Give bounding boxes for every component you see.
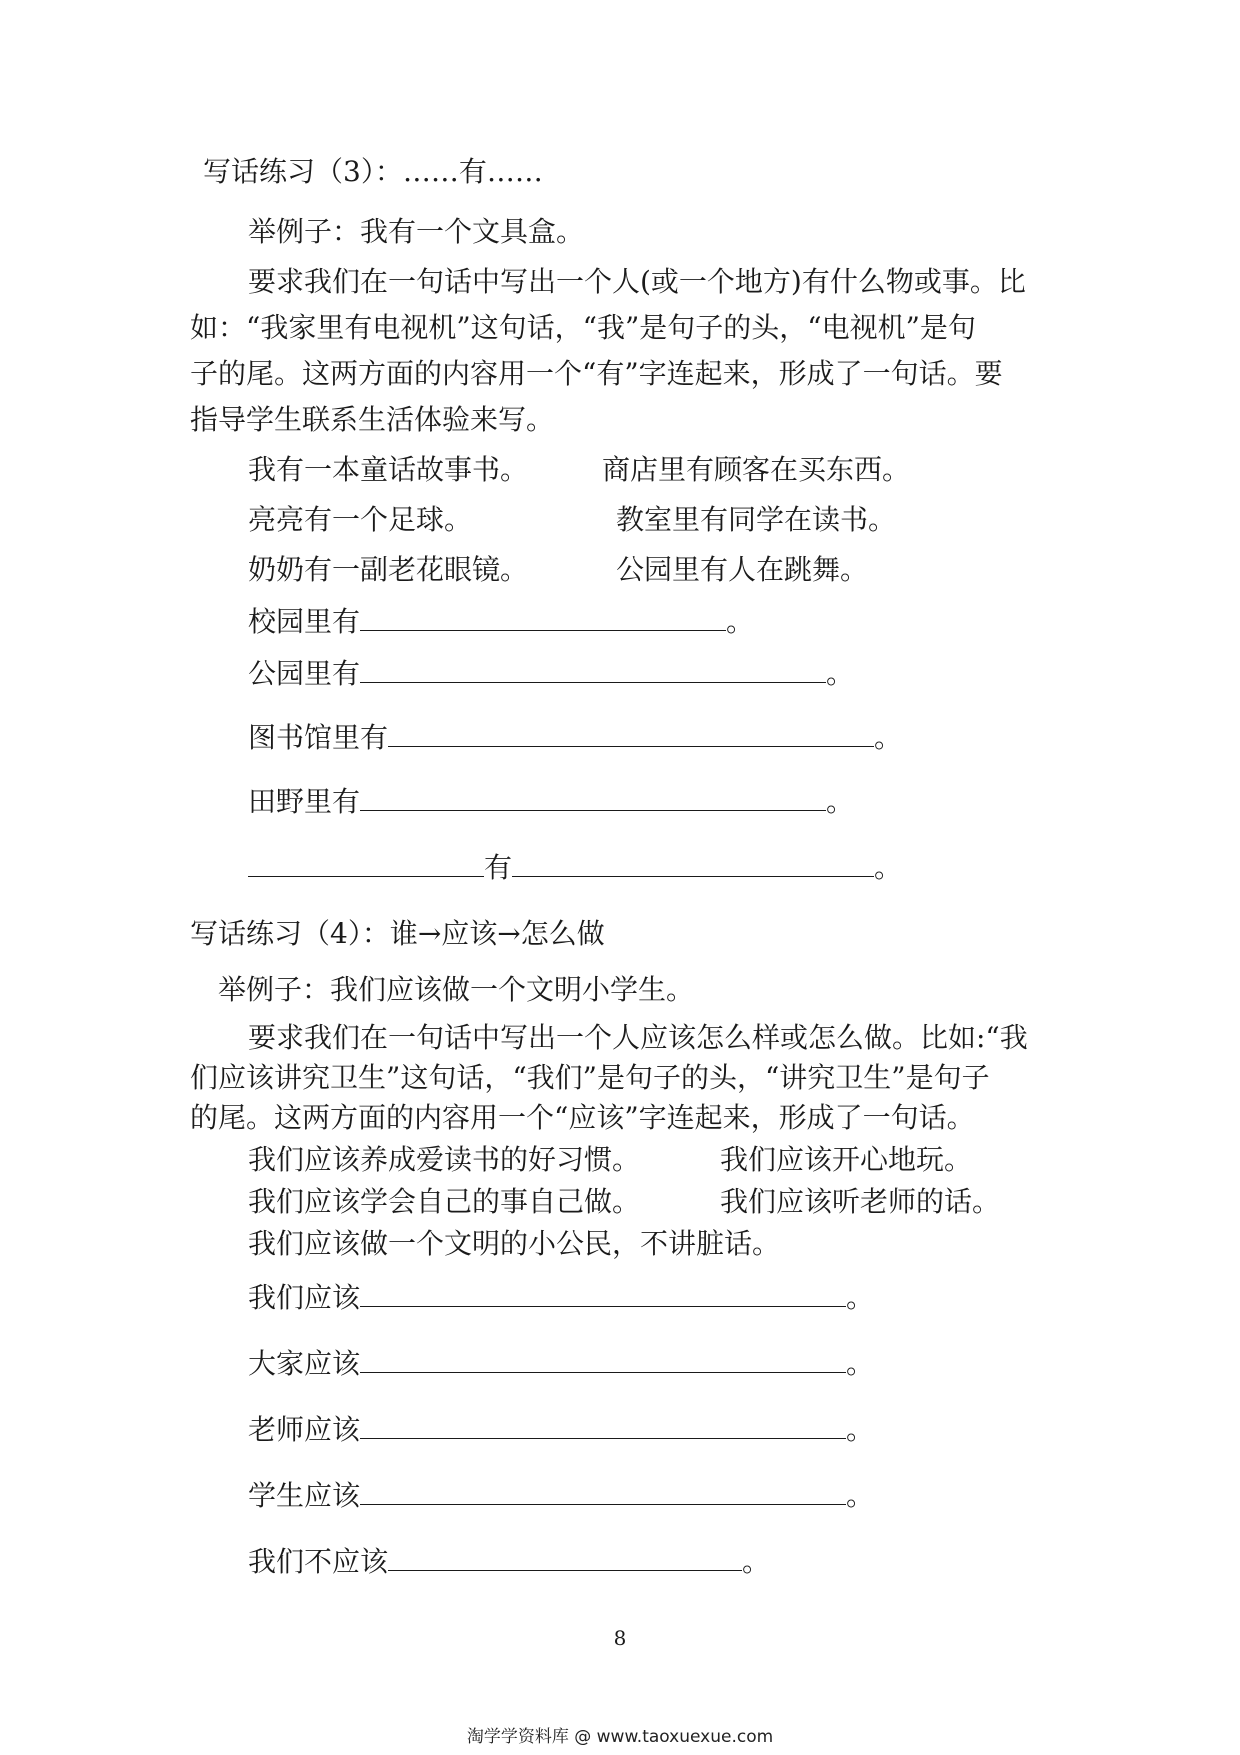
answer-blank[interactable] [360, 1342, 846, 1373]
exercise-prefix: 校园里有 [248, 605, 361, 638]
fill-in-exercise [248, 652, 854, 694]
answer-blank[interactable] [360, 600, 726, 631]
answer-blank[interactable] [388, 716, 874, 747]
answer-blank[interactable] [248, 846, 484, 877]
answer-blank[interactable] [388, 1540, 742, 1571]
exercise-prefix: 我们应该 [248, 1281, 361, 1314]
section3-sample: 商店里有顾客在买东西。 [602, 453, 911, 486]
fill-in-exercise [248, 1342, 874, 1384]
fill-in-exercise [248, 1540, 770, 1582]
fill-in-exercise [248, 1276, 874, 1318]
section4-explanation-line: 要求我们在一句话中写出一个人应该怎么样或怎么做。比如:“我 [248, 1021, 1028, 1054]
answer-blank[interactable] [360, 652, 826, 683]
exercise-suffix: 。 [742, 1545, 771, 1578]
exercise-prefix: 图书馆里有 [248, 721, 389, 754]
section3-explanation-line: 子的尾。这两方面的内容用一个“有”字连起来，形成了一句话。要 [190, 357, 1003, 390]
section3-explanation-line: 要求我们在一句话中写出一个人(或一个地方)有什么物或事。比 [248, 265, 1026, 298]
answer-blank[interactable] [512, 846, 874, 877]
exercise-prefix: 学生应该 [248, 1479, 361, 1512]
section3-sample: 亮亮有一个足球。 [248, 503, 473, 536]
exercise-suffix: 。 [846, 1281, 875, 1314]
exercise-suffix: 。 [874, 721, 903, 754]
fill-in-exercise [248, 1474, 874, 1516]
section3-sample: 教室里有同学在读书。 [616, 503, 897, 536]
exercise-prefix: 田野里有 [248, 785, 361, 818]
section4-explanation-line: 们应该讲究卫生”这句话，“我们”是句子的头，“讲究卫生”是句子 [190, 1061, 990, 1094]
section4-heading: 写话练习（4）：谁→应该→怎么做 [190, 917, 605, 950]
answer-blank[interactable] [360, 1474, 846, 1505]
fill-in-exercise [248, 846, 902, 888]
section4-sample: 我们应该听老师的话。 [720, 1185, 1001, 1218]
exercise-prefix: 大家应该 [248, 1347, 361, 1380]
exercise-suffix: 。 [874, 851, 903, 884]
exercise-prefix: 老师应该 [248, 1413, 361, 1446]
answer-blank[interactable] [360, 1408, 846, 1439]
section4-sample: 我们应该做一个文明的小公民，不讲脏话。 [248, 1227, 781, 1260]
exercise-suffix: 。 [846, 1479, 875, 1512]
fill-in-exercise [248, 716, 902, 758]
answer-blank[interactable] [360, 780, 826, 811]
section4-explanation-line: 的尾。这两方面的内容用一个“应该”字连起来，形成了一句话。 [190, 1101, 975, 1134]
section4-sample: 我们应该开心地玩。 [720, 1143, 973, 1176]
section3-sample: 公园里有人在跳舞。 [616, 553, 869, 586]
section3-sample: 我有一本童话故事书。 [248, 453, 529, 486]
section3-explanation-line: 如：“我家里有电视机”这句话，“我”是句子的头，“电视机”是句 [190, 311, 976, 344]
page-number: 8 [613, 1626, 627, 1650]
section3-sample: 奶奶有一副老花眼镜。 [248, 553, 529, 586]
exercise-suffix: 。 [826, 657, 855, 690]
section3-explanation-line: 指导学生联系生活体验来写。 [190, 403, 555, 436]
section3-heading: 写话练习（3）：……有…… [203, 155, 543, 188]
exercise-suffix: 。 [726, 605, 755, 638]
answer-blank[interactable] [360, 1276, 846, 1307]
section4-example: 举例子：我们应该做一个文明小学生。 [218, 973, 695, 1006]
exercise-connector: 有 [484, 851, 513, 884]
footer-watermark: 淘学学资料库 @ www.taoxuexue.com [466, 1727, 774, 1747]
section3-example: 举例子：我有一个文具盒。 [248, 215, 585, 248]
exercise-prefix: 我们不应该 [248, 1545, 389, 1578]
exercise-suffix: 。 [846, 1347, 875, 1380]
exercise-suffix: 。 [826, 785, 855, 818]
fill-in-exercise [248, 1408, 874, 1450]
fill-in-exercise [248, 600, 754, 642]
section4-sample: 我们应该养成爱读书的好习惯。 [248, 1143, 641, 1176]
exercise-suffix: 。 [846, 1413, 875, 1446]
section4-sample: 我们应该学会自己的事自己做。 [248, 1185, 641, 1218]
fill-in-exercise [248, 780, 854, 822]
exercise-prefix: 公园里有 [248, 657, 361, 690]
